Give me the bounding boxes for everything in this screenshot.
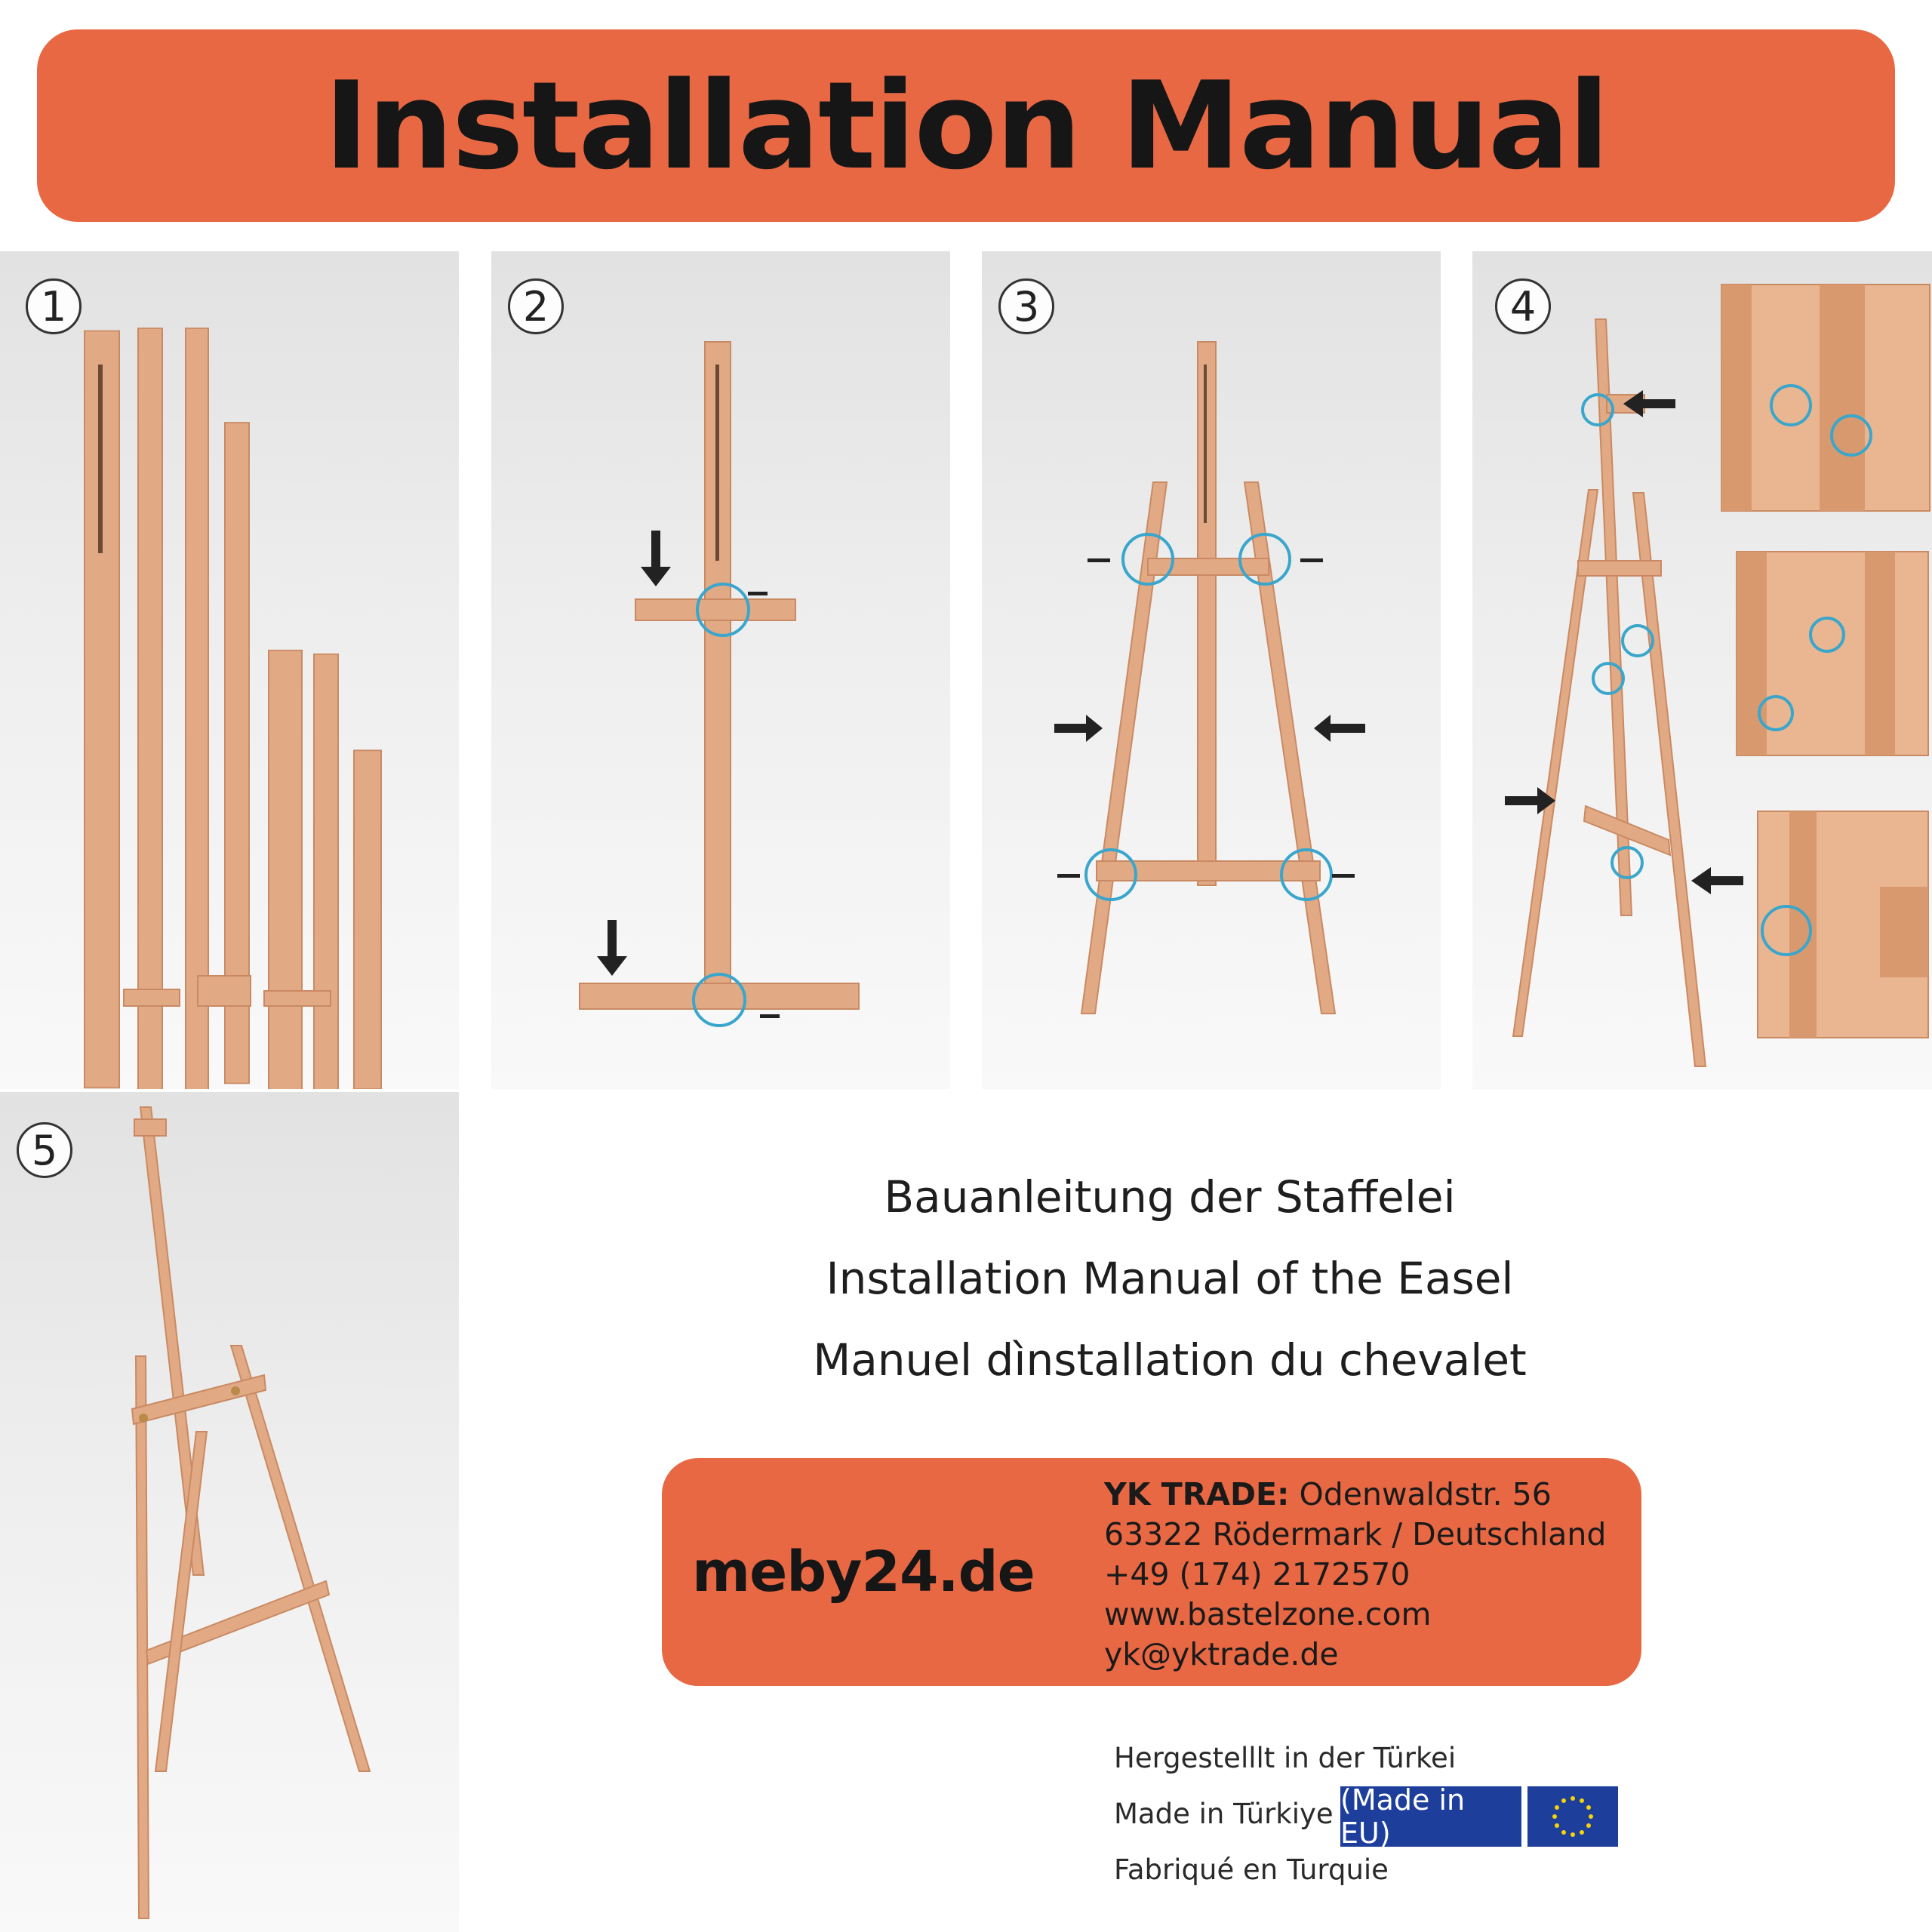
origin-german: Hergestelllt in der Türkei xyxy=(1114,1742,1457,1774)
step-5-illustration xyxy=(0,1092,459,1932)
address-street: Odenwaldstr. 56 xyxy=(1299,1476,1552,1512)
website-link[interactable]: www.bastelzone.com xyxy=(1104,1596,1432,1632)
title-banner xyxy=(37,29,1895,222)
eu-flag-icon xyxy=(1527,1786,1618,1847)
origin-english: Made in Türkiye xyxy=(1114,1798,1334,1830)
step-3-badge: 3 xyxy=(998,278,1054,334)
step-1-illustration xyxy=(0,251,459,1089)
step-5-panel xyxy=(0,1092,459,1932)
page-title: Installation Manual xyxy=(324,55,1608,196)
step-4-badge: 4 xyxy=(1495,278,1551,334)
origin-french: Fabriqué en Turquie xyxy=(1114,1854,1389,1886)
contact-box xyxy=(662,1458,1641,1686)
step-1-badge: 1 xyxy=(26,278,82,334)
subtitle-english: Installation Manual of the Easel xyxy=(826,1253,1514,1304)
step-2-badge: 2 xyxy=(508,278,564,334)
subtitle-german: Bauanleitung der Staffelei xyxy=(884,1171,1456,1223)
step-3-panel xyxy=(982,251,1441,1089)
step-3-illustration xyxy=(982,251,1441,1089)
subtitle-french: Manuel dìnstallation du chevalet xyxy=(813,1334,1527,1386)
phone-number: +49 (174) 2172570 xyxy=(1104,1556,1411,1592)
step-4-illustration xyxy=(1472,251,1932,1089)
contact-details xyxy=(1104,1475,1606,1675)
step-4-panel xyxy=(1472,251,1932,1089)
step-1-panel xyxy=(0,251,459,1089)
step-2-illustration xyxy=(491,251,950,1089)
brand-name: meby24.de xyxy=(692,1540,1035,1604)
address-street-line xyxy=(1104,1475,1606,1515)
email-link[interactable]: yk@yktrade.de xyxy=(1104,1636,1339,1672)
made-in-eu-label: (Made in EU) xyxy=(1340,1786,1521,1847)
step-5-badge: 5 xyxy=(17,1122,72,1178)
company-name: YK TRADE: xyxy=(1104,1476,1290,1512)
address-city: 63322 Rödermark / Deutschland xyxy=(1104,1516,1607,1552)
step-2-panel xyxy=(491,251,950,1089)
